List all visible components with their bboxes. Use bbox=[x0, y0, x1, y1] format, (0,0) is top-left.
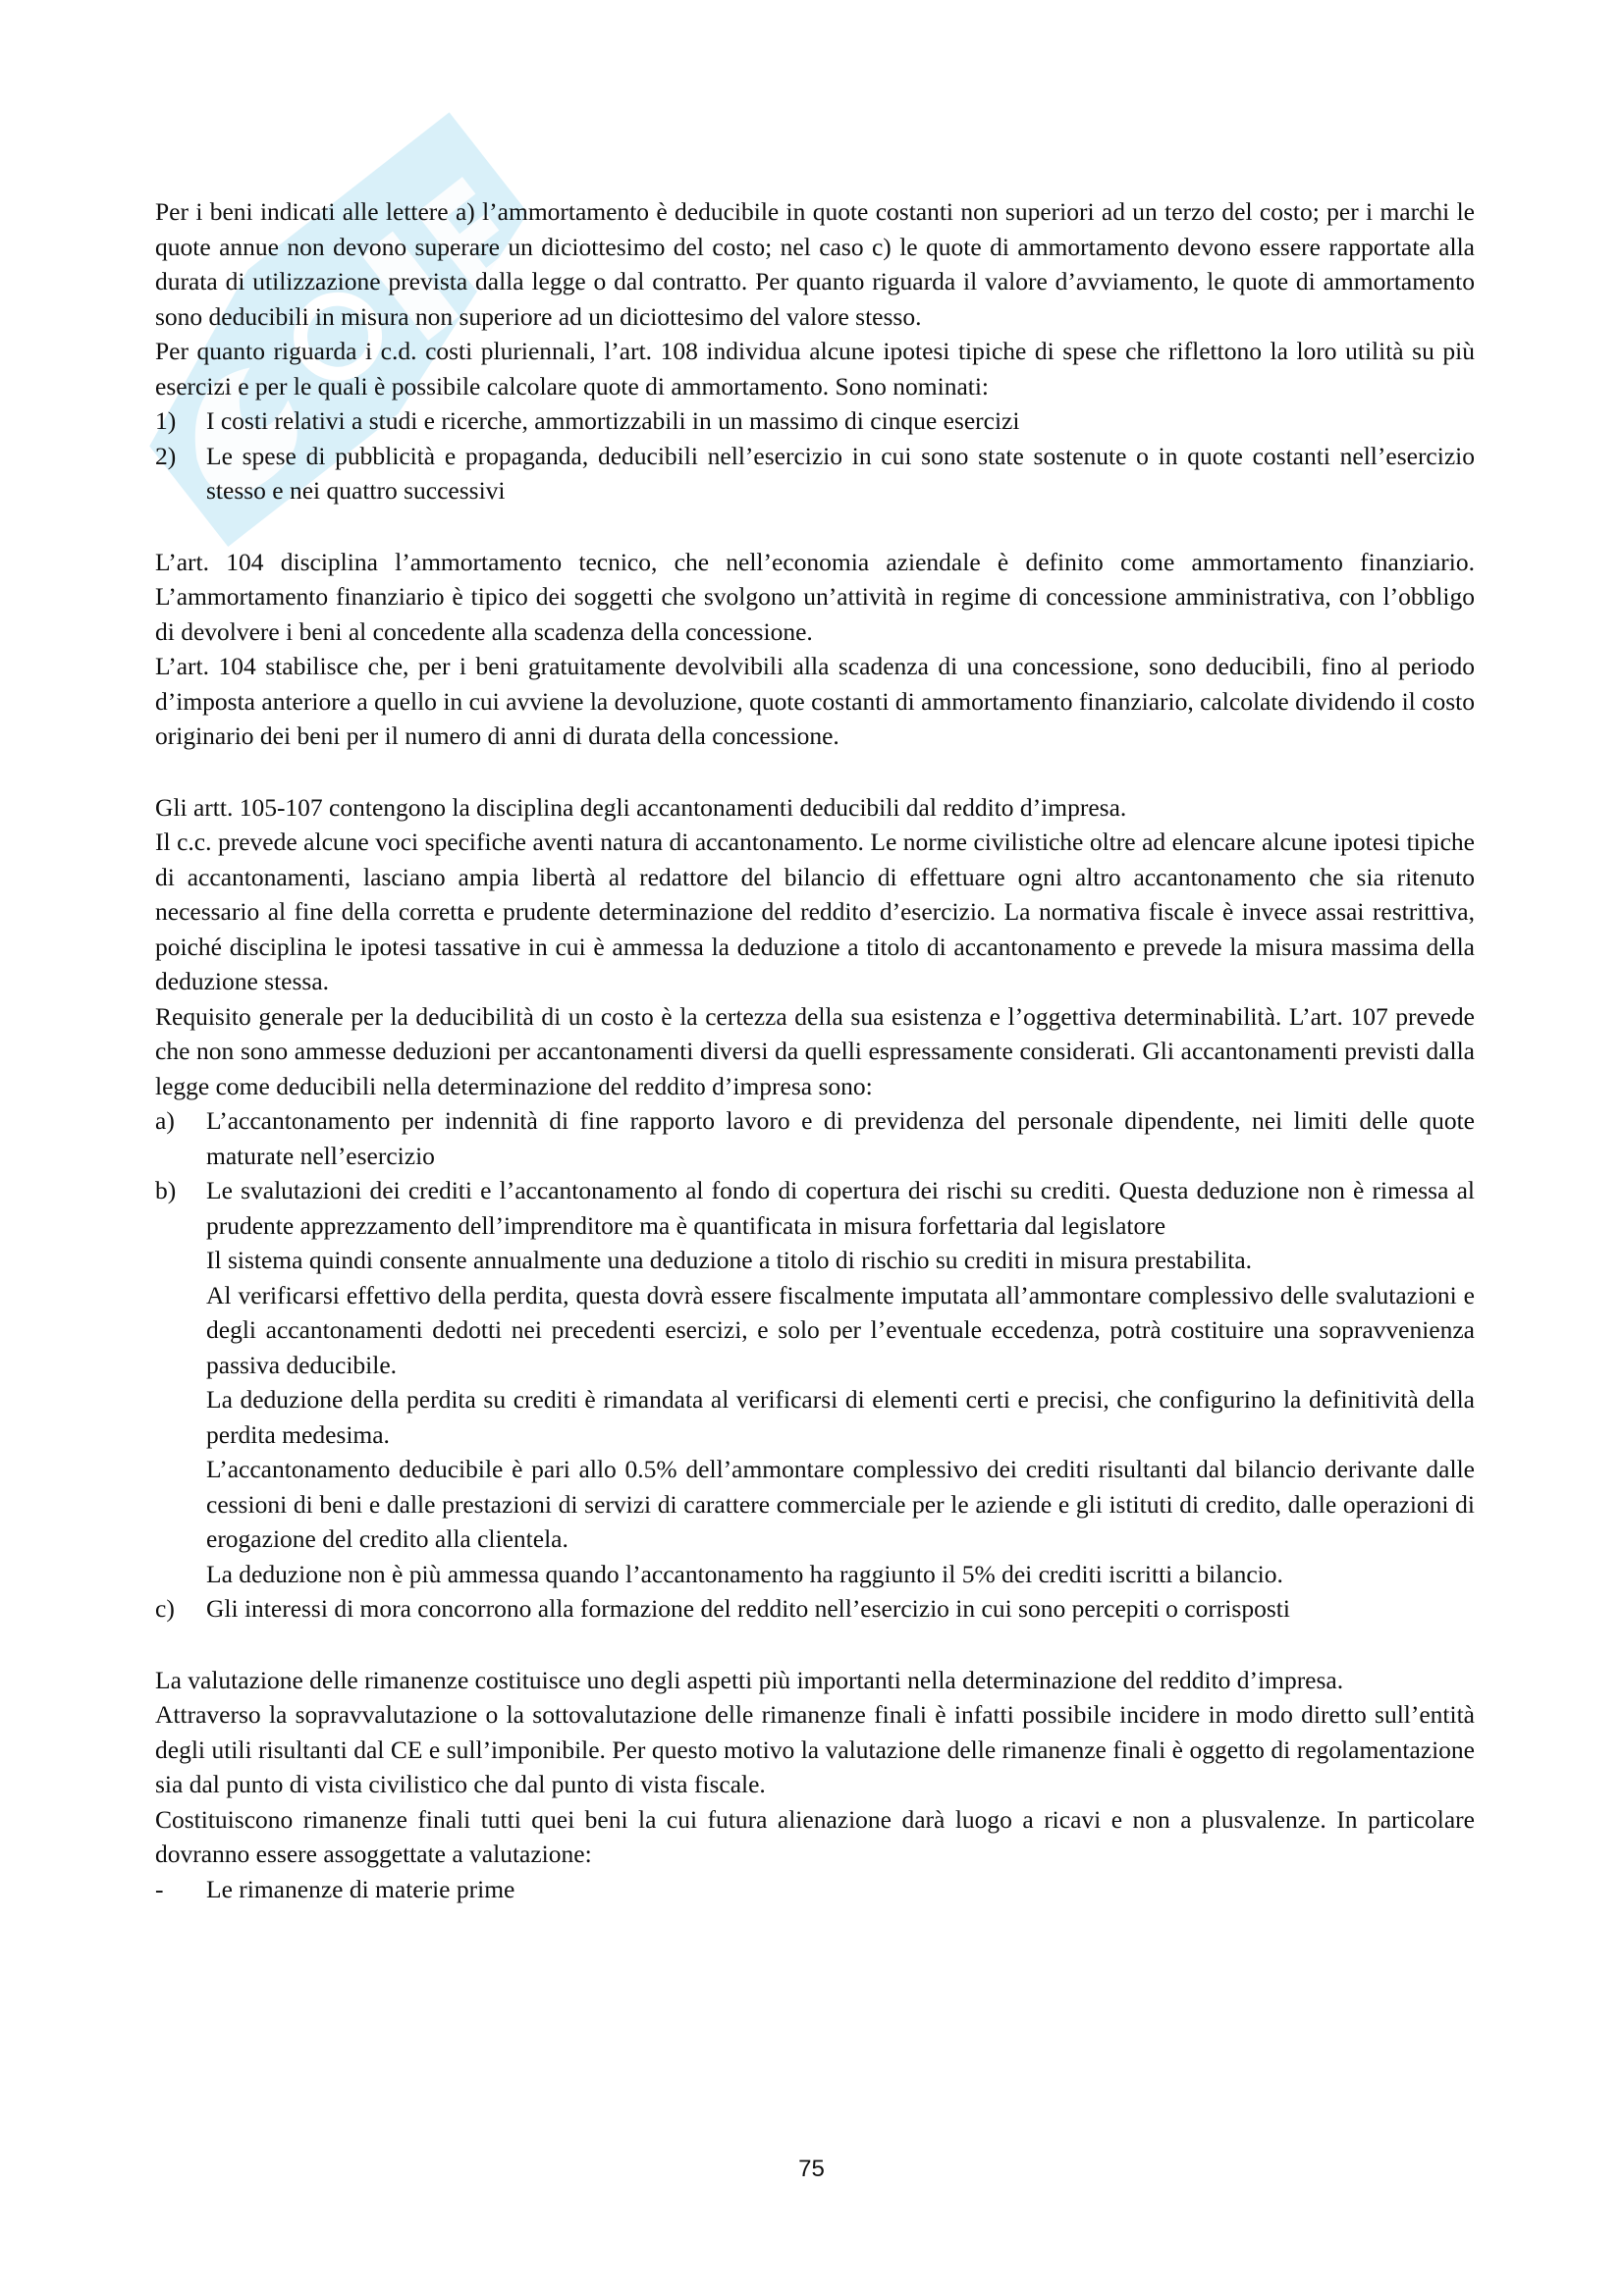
list-marker: c) bbox=[155, 1594, 175, 1623]
list-item-text: Gli interessi di mora concorrono alla formazione del reddito nell’esercizio in cui sono percepiti o corrisposti bbox=[206, 1594, 1290, 1623]
item-b-continuation-5: La deduzione non è più ammessa quando l’accantonamento ha raggiunto il 5% dei crediti iscritti a bilancio. bbox=[206, 1559, 1283, 1588]
accantonamenti-list bbox=[155, 1103, 1475, 1243]
art104-paragraph-1: L’art. 104 disciplina l’ammortamento tecnico, che nell’economia aziendale è definito come ammortamento finanziario. L’ammortamento finanziario è tipico dei soggetti che svolgono un’attività in regime di concessione amministrativa, con l’obbligo di devolvere i beni al concedente alla scadenza della concessione. bbox=[155, 547, 1475, 646]
list-marker: 2) bbox=[155, 441, 177, 470]
intro-paragraph-2: Per quanto riguarda i c.d. costi pluriennali, l’art. 108 individua alcune ipotesi tipiche di spese che riflettono la loro utilità su più esercizi e per le quali è possibile calcolare quote di ammortamento. Sono nominati: bbox=[155, 337, 1475, 400]
list-marker: 1) bbox=[155, 406, 177, 435]
rimanenze-paragraph-1: La valutazione delle rimanenze costituisce uno degli aspetti più importanti nella determinazione del reddito d’impresa. bbox=[155, 1665, 1344, 1694]
rimanenze-paragraph-2: Attraverso la sopravvalutazione o la sottovalutazione delle rimanenze finali è infatti possibile incidere in modo diretto sull’entità degli utili risultanti dal CE e sull’imponibile. Per questo motivo la valutazione delle rimanenze finali è oggetto di regolamentazione sia dal punto di vista civilistico che dal punto di vista fiscale. bbox=[155, 1700, 1475, 1798]
list-item-text: Le rimanenze di materie prime bbox=[206, 1874, 515, 1903]
item-b-continuation-4: L’accantonamento deducibile è pari allo 0.5% dell’ammontare complessivo dei crediti risultanti dal bilancio derivante dalle cessioni di beni e dalle prestazioni di servizi di carattere commerciale per le aziende e gli istituti di credito, dalle operazioni di erogazione del credito alla clientela. bbox=[206, 1455, 1475, 1553]
list-item bbox=[155, 1591, 1475, 1627]
list-item-text: Le spese di pubblicità e propaganda, deducibili nell’esercizio in cui sono state sostenute o in quote costanti nell’esercizio stesso e nei quattro successivi bbox=[206, 441, 1475, 505]
item-b-continuation-1: Il sistema quindi consente annualmente una deduzione a titolo di rischio su crediti in misura prestabilita. bbox=[206, 1246, 1253, 1274]
pluriennali-list bbox=[155, 403, 1475, 508]
list-marker: a) bbox=[155, 1106, 175, 1135]
rimanenze-paragraph-3: Costituiscono rimanenze finali tutti quei beni la cui futura alienazione darà luogo a ricavi e non a plusvalenze. In particolare dovranno essere assoggettate a valutazione: bbox=[155, 1804, 1475, 1868]
item-b-continuation-2: Al verificarsi effettivo della perdita, questa dovrà essere fiscalmente imputata all’ammontare complessivo delle svalutazioni e degli accantonamenti dedotti nei precedenti esercizi, e solo per l’eventuale eccedenza, potrà costituire una sopravvenienza passiva deducibile. bbox=[206, 1280, 1475, 1379]
list-item-text: Le svalutazioni dei crediti e l’accantonamento al fondo di copertura dei rischi su crediti. Questa deduzione non è rimessa al prudente apprezzamento dell’imprenditore ma è quantificata in misura forfettaria dal legislatore bbox=[206, 1176, 1475, 1240]
list-item-text: L’accantonamento per indennità di fine rapporto lavoro e di previdenza del personale dipendente, nei limiti delle quote maturate nell’esercizio bbox=[206, 1106, 1475, 1170]
item-b-continuation-3: La deduzione della perdita su crediti è rimandata al verificarsi di elementi certi e precisi, che configurino la definitività della perdita medesima. bbox=[206, 1385, 1475, 1449]
accantonamenti-paragraph-2: Il c.c. prevede alcune voci specifiche aventi natura di accantonamento. Le norme civilistiche oltre ad elencare alcune ipotesi tipiche di accantonamenti, lasciano ampia libertà al redattore del bilancio di effettuare ogni altro accantonamento che sia ritenuto necessario al fine della corretta e prudente determinazione del reddito d’esercizio. La normativa fiscale è invece assai restrittiva, poiché disciplina le ipotesi tassative in cui è ammessa la deduzione a titolo di accantonamento e prevede la misura massima della deduzione stessa. bbox=[155, 828, 1475, 995]
accantonamenti-paragraph-3: Requisito generale per la deducibilità di un costo è la certezza della sua esistenza e l’oggettiva determinabilità. L’art. 107 prevede che non sono ammesse deduzioni per accantonamenti diversi da quelli espressamente considerati. Gli accantonamenti previsti dalla legge come deducibili nella determinazione del reddito d’impresa sono: bbox=[155, 1001, 1475, 1100]
list-item bbox=[155, 439, 1475, 508]
list-item-text: I costi relativi a studi e ricerche, ammortizzabili in un massimo di cinque esercizi bbox=[206, 406, 1020, 435]
accantonamenti-paragraph-1: Gli artt. 105-107 contengono la disciplina degli accantonamenti deducibili dal reddito d’impresa. bbox=[155, 792, 1127, 822]
accantonamenti-list-continued bbox=[155, 1591, 1475, 1627]
list-item bbox=[155, 403, 1475, 439]
page-number: 75 bbox=[798, 2156, 825, 2182]
document-body bbox=[155, 194, 1475, 1906]
list-marker: b) bbox=[155, 1176, 177, 1204]
art104-paragraph-2: L’art. 104 stabilisce che, per i beni gratuitamente devolvibili alla scadenza di una concessione, sono deducibili, fino al periodo d’imposta anteriore a quello in cui avviene la devoluzione, quote costanti di ammortamento finanziario, calcolate dividendo il costo originario dei beni per il numero di anni di durata della concessione. bbox=[155, 652, 1475, 750]
list-item bbox=[155, 1103, 1475, 1173]
list-item bbox=[155, 1173, 1475, 1243]
intro-paragraph-1: Per i beni indicati alle lettere a) l’ammortamento è deducibile in quote costanti non superiori ad un terzo del costo; per i marchi le quote annue non devono superare un diciottesimo del costo; nel caso c) le quote di ammortamento devono essere rapportate alla durata di utilizzazione prevista dalla legge o dal contratto. Per quanto riguarda il valore d’avviamento, le quote di ammortamento sono deducibili in misura non superiore ad un diciottesimo del valore stesso. bbox=[155, 197, 1475, 331]
list-marker: - bbox=[155, 1874, 164, 1903]
list-item bbox=[155, 1872, 1475, 1907]
